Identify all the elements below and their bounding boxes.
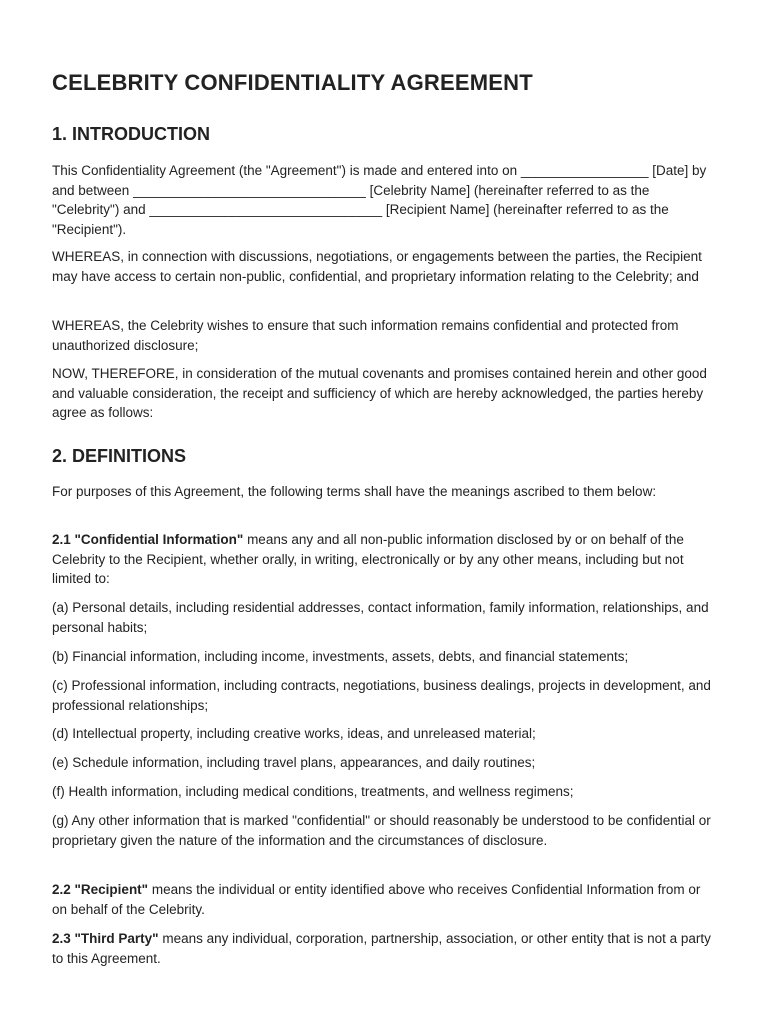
definitions-intro: For purposes of this Agreement, the following terms shall have the meanings ascribed to them below: xyxy=(52,484,657,499)
intro-paragraph-4: NOW, THEREFORE, in consideration of the mutual covenants and promises contained herein and other good and valuable consideration, the receipt and sufficiency of which are hereby acknowledged, the parties hereby agree as follows: xyxy=(52,366,707,420)
definition-recipient xyxy=(52,880,718,919)
list-item: (f) Health information, including medical conditions, treatments, and wellness regimens; xyxy=(52,784,574,799)
section-heading-introduction: 1. INTRODUCTION xyxy=(52,124,211,144)
definition-text: means any and all non-public information disclosed by or on behalf of the Celebrity to the Recipient, whether orally, in writing, electronically or by any other means, including but not limited to: xyxy=(52,532,684,586)
definition-confidential-information xyxy=(52,530,718,589)
definition-third-party xyxy=(52,929,718,968)
list-item: (c) Professional information, including contracts, negotiations, business dealings, projects in development, and professional relationships; xyxy=(52,678,711,713)
list-item: (b) Financial information, including income, investments, assets, debts, and financial statements; xyxy=(52,649,629,664)
list-item: (e) Schedule information, including travel plans, appearances, and daily routines; xyxy=(52,755,536,770)
definition-text: means any individual, corporation, partnership, association, or other entity that is not a party to this Agreement. xyxy=(52,931,711,966)
definition-term: 2.1 "Confidential Information" xyxy=(52,532,244,547)
definition-term: 2.2 "Recipient" xyxy=(52,882,149,897)
section-heading-definitions: 2. DEFINITIONS xyxy=(52,446,187,466)
intro-paragraph-1: This Confidentiality Agreement (the "Agreement") is made and entered into on _________________ [Date] by and between _______________________________ [Celebrity Name] (hereinafter referred to as the "Celebrity") and _______________________________ [Recipient Name] (hereinafter referred to as the "Recipient"). xyxy=(52,163,707,237)
list-item: (g) Any other information that is marked "confidential" or should reasonably be understood to be confidential or proprietary given the nature of the information and the circumstances of disclosure. xyxy=(52,813,711,848)
intro-paragraph-3: WHEREAS, the Celebrity wishes to ensure that such information remains confidential and protected from unauthorized disclosure; xyxy=(52,318,679,353)
list-item: (d) Intellectual property, including creative works, ideas, and unreleased material; xyxy=(52,726,536,741)
intro-paragraph-2: WHEREAS, in connection with discussions, negotiations, or engagements between the parties, the Recipient may have access to certain non-public, confidential, and proprietary information relating to the Celebrity; and xyxy=(52,249,702,284)
definition-term: 2.3 "Third Party" xyxy=(52,931,159,946)
list-item: (a) Personal details, including residential addresses, contact information, family information, relationships, and personal habits; xyxy=(52,600,709,635)
document-title: CELEBRITY CONFIDENTIALITY AGREEMENT xyxy=(52,70,533,95)
definition-text: means the individual or entity identified above who receives Confidential Information from or on behalf of the Celebrity. xyxy=(52,882,701,917)
